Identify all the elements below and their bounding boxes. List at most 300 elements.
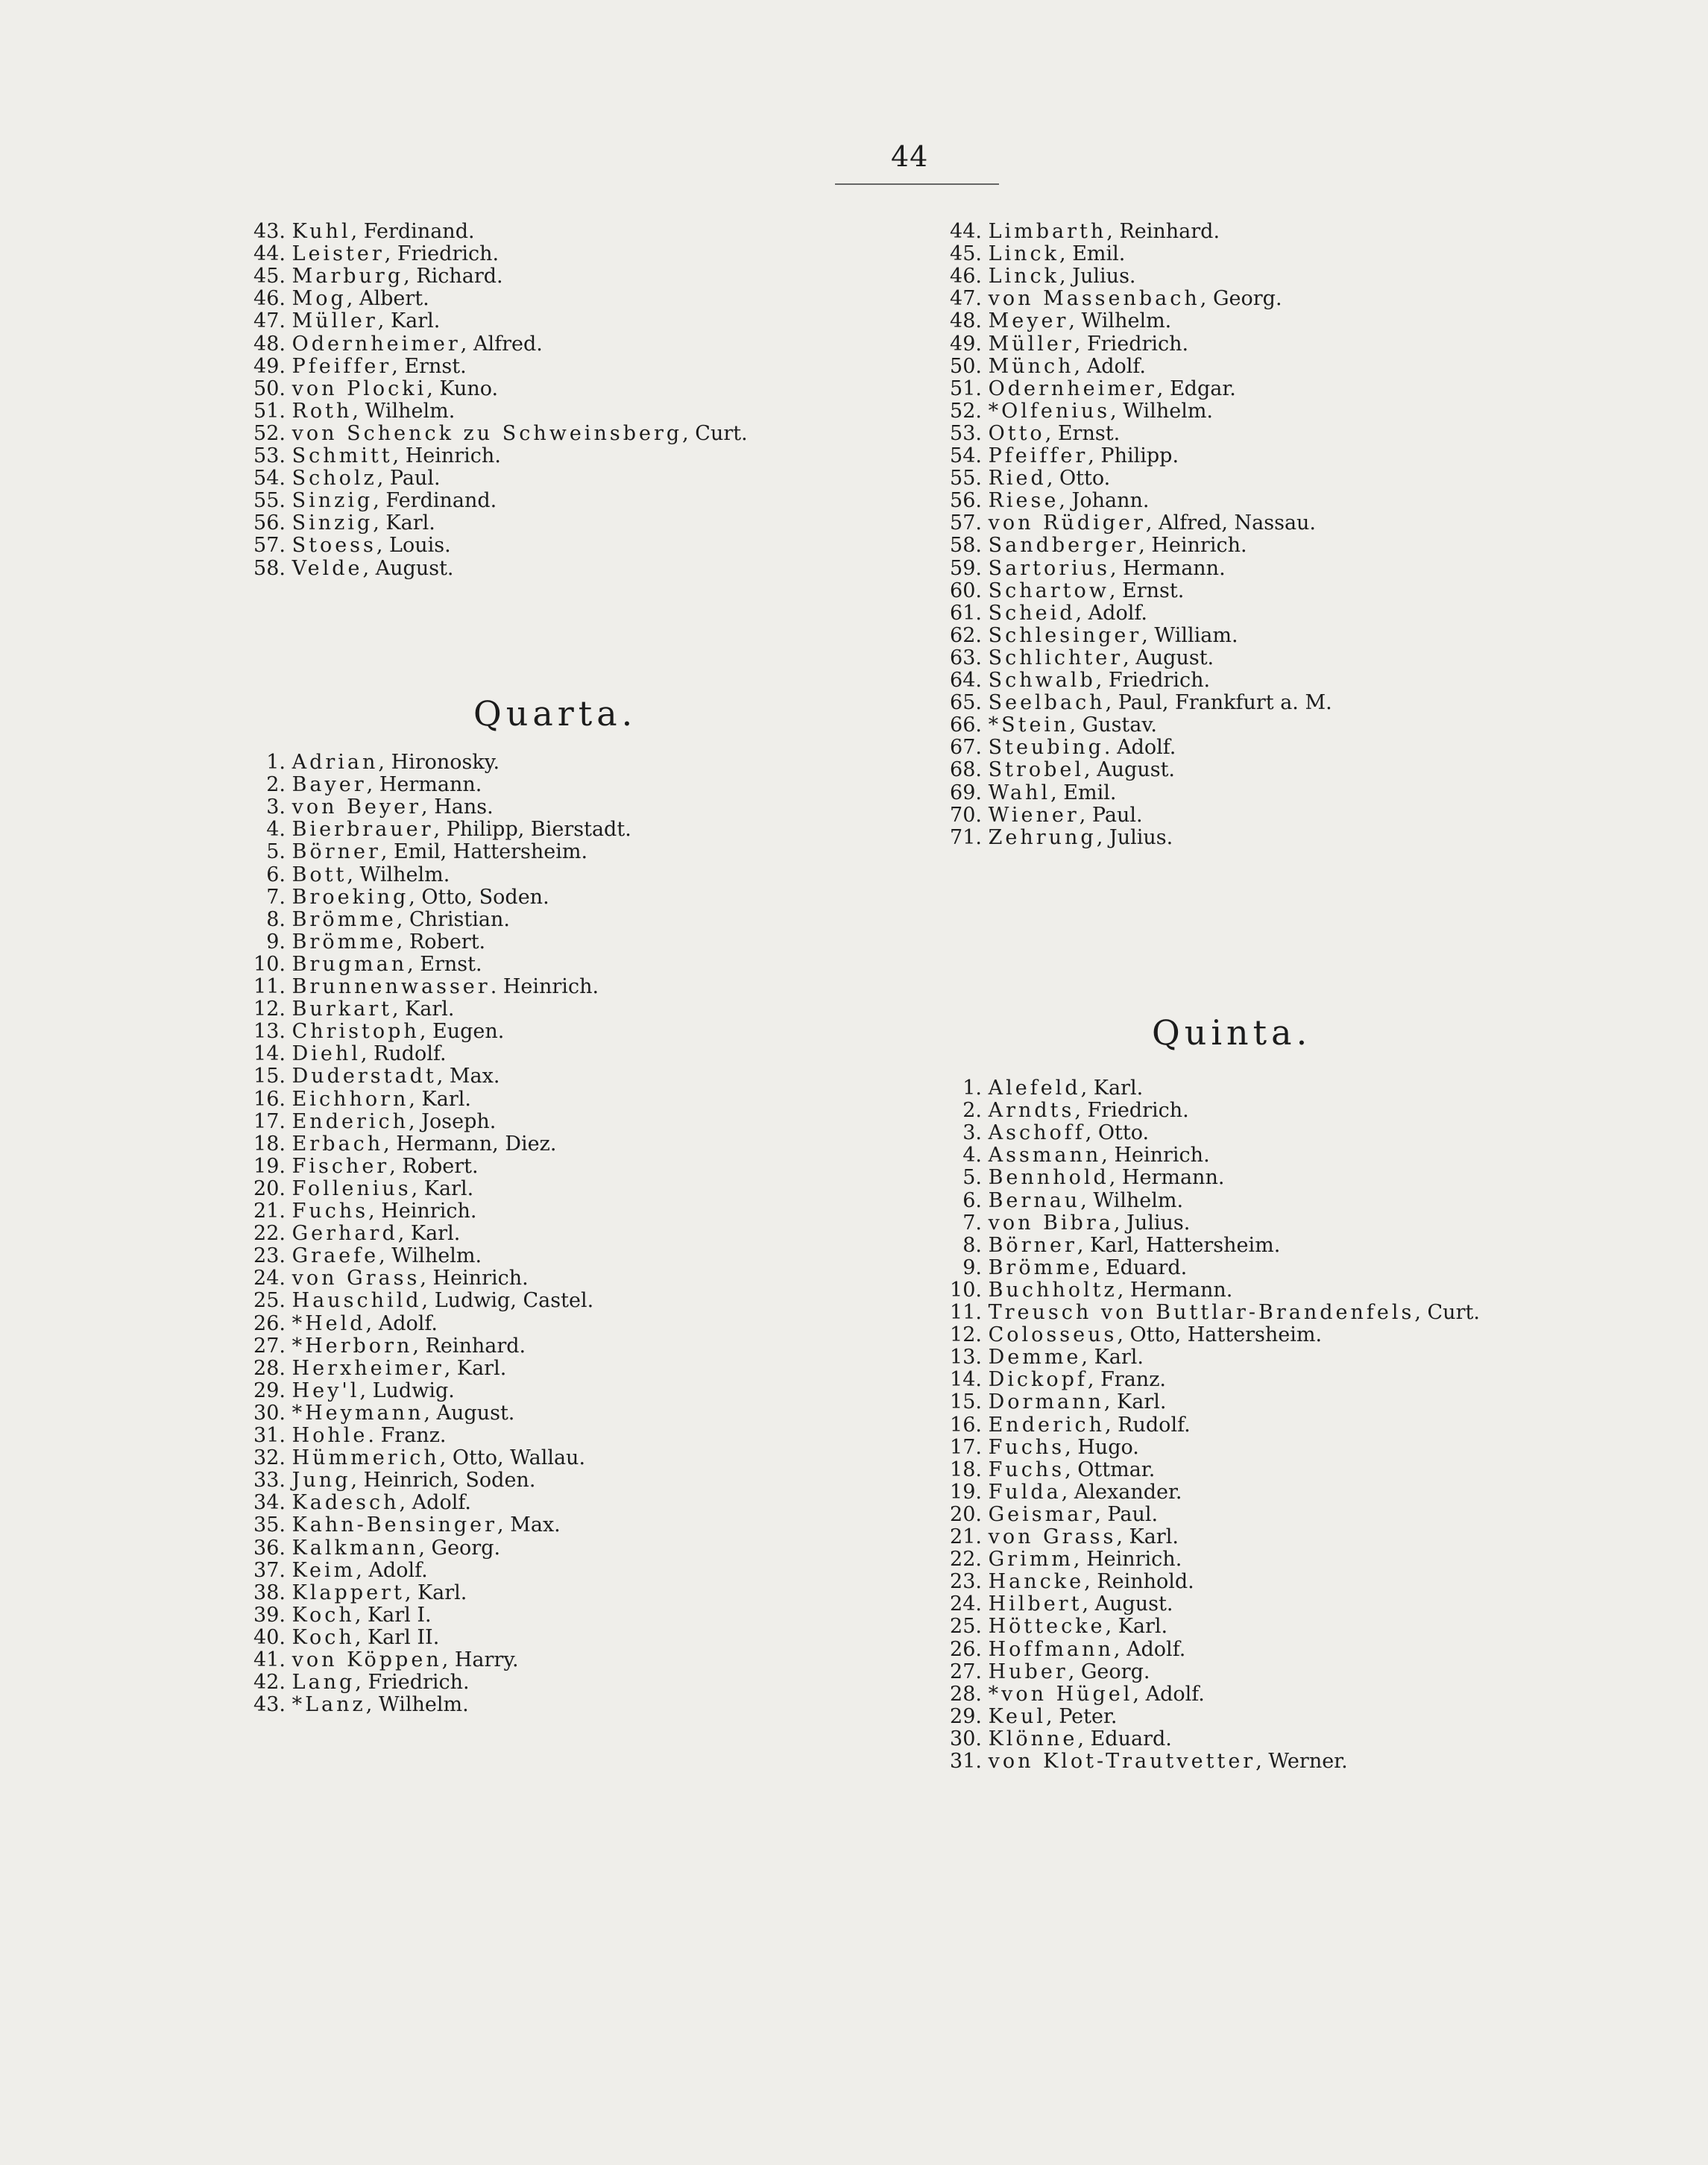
entry-surname: Ried (988, 467, 1047, 491)
entry-given-name: , Paul, Frankfurt a. M. (1105, 691, 1332, 715)
list-item (936, 714, 1157, 737)
entry-number: 54. (950, 444, 982, 467)
entry-number: 53. (253, 444, 286, 467)
entry-given-name: , Heinrich. (1101, 1144, 1210, 1167)
list-item (936, 333, 1188, 356)
list-item (242, 467, 441, 490)
list-item (936, 378, 1236, 400)
entry-number: 29. (253, 1378, 286, 1402)
entry-given-name: , Paul. (1079, 803, 1143, 827)
entry-number: 21. (253, 1200, 286, 1223)
entry-surname: Eichhorn (292, 1087, 409, 1111)
entry-surname: Fulda (988, 1480, 1062, 1504)
list-item (936, 1369, 1166, 1391)
entry-given-name: , Alfred, Nassau. (1145, 511, 1317, 535)
entry-given-name: , Hermann. (1109, 1166, 1225, 1190)
entry-number: 28. (950, 1682, 982, 1706)
entry-number: 20. (950, 1502, 982, 1526)
entry-given-name: , Christian. (396, 907, 510, 931)
list-item (242, 796, 494, 819)
entry-surname: Scholz (292, 467, 377, 491)
entry-surname: Bennhold (988, 1166, 1109, 1190)
entry-surname: Brugman (292, 952, 408, 976)
entry-surname: von Grass (292, 1267, 420, 1291)
entry-given-name: , Ernst. (407, 952, 482, 976)
entry-number: 17. (253, 1109, 286, 1133)
entry-number: 24. (950, 1592, 982, 1616)
entry-surname: Marburg (292, 265, 404, 289)
entry-number: 54. (253, 467, 286, 491)
list-item (936, 804, 1143, 827)
entry-number: 56. (253, 511, 286, 535)
entry-number: 18. (950, 1457, 982, 1481)
list-item (242, 819, 631, 841)
entry-surname: Buchholtz (988, 1278, 1118, 1302)
entry-given-name: , Max. (497, 1513, 561, 1537)
entry-number: 3. (266, 795, 286, 819)
entry-surname: Strobel (988, 758, 1084, 782)
entry-number: 18. (253, 1132, 286, 1156)
entry-surname: Christoph (292, 1020, 420, 1044)
entry-surname: Jung (292, 1469, 351, 1493)
list-item (936, 1548, 1182, 1571)
entry-surname: Odernheimer (988, 376, 1157, 400)
list-item (936, 467, 1110, 490)
entry-number: 48. (253, 332, 286, 356)
entry-surname: Leister (292, 242, 385, 266)
entry-surname: von Beyer (292, 795, 422, 819)
entry-given-name: , Adolf. (399, 1491, 471, 1515)
entry-number: 4. (266, 818, 286, 842)
entry-surname: Duderstadt (292, 1065, 437, 1088)
entry-surname: Höttecke (988, 1615, 1106, 1639)
list-item (936, 1683, 1205, 1706)
list-item (936, 602, 1147, 625)
entry-surname: Kalkmann (292, 1536, 419, 1560)
entry-surname: Enderich (988, 1413, 1106, 1437)
entry-surname: Münch (988, 354, 1074, 378)
entry-surname: *Herborn (292, 1334, 413, 1358)
entry-surname: Fuchs (988, 1435, 1065, 1459)
entry-given-name: , Curt. (682, 421, 748, 445)
entry-number: 17. (950, 1435, 982, 1459)
entry-surname: Hümmerich (292, 1446, 440, 1470)
entry-number: 5. (962, 1166, 982, 1190)
entry-number: 9. (266, 930, 286, 954)
entry-given-name: , Heinrich. (1138, 534, 1247, 558)
entry-number: 56. (950, 489, 982, 513)
entry-number: 37. (253, 1558, 286, 1582)
entry-number: 15. (950, 1390, 982, 1414)
list-item (242, 751, 500, 774)
list-item (242, 243, 499, 265)
entry-number: 52. (950, 399, 982, 423)
list-item (242, 1402, 514, 1425)
list-item (936, 1504, 1158, 1526)
list-item (936, 1459, 1155, 1481)
entry-number: 53. (950, 421, 982, 445)
entry-number: 19. (253, 1154, 286, 1178)
entry-given-name: , Emil, Hattersheim. (380, 840, 588, 864)
entry-number: 22. (253, 1222, 286, 1246)
entry-given-name: , Rudolf. (1105, 1413, 1191, 1437)
entry-number: 58. (253, 556, 286, 580)
entry-surname: Fischer (292, 1154, 390, 1178)
entry-given-name: , Eduard. (1092, 1255, 1188, 1279)
entry-number: 23. (253, 1244, 286, 1268)
entry-number: 26. (950, 1637, 982, 1661)
list-item (936, 1302, 1480, 1324)
entry-number: 16. (253, 1087, 286, 1111)
list-item (242, 1514, 561, 1537)
entry-given-name: , Karl. (1105, 1615, 1168, 1639)
entry-number: 27. (253, 1334, 286, 1358)
entry-number: 47. (950, 287, 982, 311)
list-item (242, 1156, 479, 1178)
entry-given-name: , Ernst. (391, 354, 467, 378)
list-item (242, 1313, 438, 1335)
entry-given-name: , Robert. (389, 1154, 479, 1178)
entry-surname: Brömme (988, 1255, 1093, 1279)
entry-surname: Schmitt (292, 444, 393, 467)
entry-given-name: , Karl. (373, 511, 435, 535)
list-item (242, 512, 435, 535)
entry-given-name: , Wilhelm. (347, 863, 450, 886)
list-item (242, 1627, 439, 1649)
entry-number: 36. (253, 1536, 286, 1560)
entry-given-name: , Curt. (1414, 1301, 1480, 1324)
list-item (242, 445, 501, 467)
list-item (936, 1257, 1187, 1279)
list-item (936, 1526, 1179, 1548)
entry-given-name: , Eugen. (419, 1020, 505, 1044)
entry-given-name: , August. (1084, 758, 1176, 782)
list-item (936, 1728, 1172, 1750)
list-item (242, 288, 429, 310)
entry-number: 42. (253, 1671, 286, 1695)
entry-given-name: , Karl. (1103, 1390, 1167, 1414)
entry-given-name: , Karl. (411, 1176, 474, 1200)
entry-number: 50. (253, 376, 286, 400)
entry-surname: Hohle (292, 1424, 368, 1447)
entry-number: 51. (950, 376, 982, 400)
entry-number: 1. (266, 751, 286, 774)
list-item (936, 265, 1136, 288)
entry-given-name: , Emil. (1050, 781, 1117, 804)
list-item (242, 1245, 482, 1267)
list-item (936, 535, 1247, 557)
entry-number: 23. (950, 1570, 982, 1594)
entry-given-name: , Friedrich. (1074, 332, 1189, 356)
entry-number: 3. (962, 1121, 982, 1145)
entry-given-name: , Adolf. (1132, 1682, 1205, 1706)
list-item (936, 1100, 1189, 1122)
entry-given-name: , Wilhelm. (365, 1693, 469, 1717)
entry-given-name: , Wilhelm. (1068, 309, 1172, 333)
entry-surname: von Schenck zu Schweinsberg (292, 421, 683, 445)
entry-given-name: , Hermann, Diez. (383, 1132, 557, 1156)
entry-surname: von Rüdiger (988, 511, 1146, 535)
list-item (242, 1537, 500, 1560)
entry-surname: Colosseus (988, 1323, 1118, 1347)
entry-surname: *Stein (988, 713, 1070, 737)
list-item (936, 1414, 1191, 1437)
entry-number: 33. (253, 1469, 286, 1493)
entry-surname: Sandberger (988, 534, 1139, 558)
entry-number: 32. (253, 1446, 286, 1470)
entry-number: 51. (253, 399, 286, 423)
list-item (936, 782, 1116, 804)
list-item (936, 1661, 1150, 1683)
entry-given-name: , Hermann. (1110, 556, 1226, 580)
entry-surname: Mog (292, 287, 347, 311)
entry-number: 65. (950, 691, 982, 715)
list-item (242, 1178, 473, 1200)
entry-number: 62. (950, 623, 982, 647)
entry-given-name: , Philipp, Bierstadt. (433, 818, 631, 842)
list-item (242, 333, 543, 356)
entry-given-name: , Max. (436, 1065, 500, 1088)
entry-surname: Klönne (988, 1727, 1078, 1750)
entry-number: 26. (253, 1311, 286, 1335)
entry-number: 38. (253, 1581, 286, 1604)
entry-given-name: , Ludwig. (359, 1378, 455, 1402)
list-item (242, 558, 454, 580)
list-item (242, 1447, 585, 1469)
entry-surname: Schlichter (988, 646, 1124, 669)
list-item (242, 1649, 519, 1671)
entry-number: 57. (950, 511, 982, 535)
list-item (242, 1358, 506, 1380)
entry-given-name: , Paul. (376, 467, 441, 491)
list-item (242, 535, 451, 557)
entry-given-name: , August. (362, 556, 454, 580)
list-item (242, 1604, 432, 1627)
entry-surname: Grimm (988, 1548, 1074, 1572)
entry-number: 71. (950, 825, 982, 849)
list-item (242, 774, 482, 796)
entry-number: 31. (253, 1424, 286, 1447)
list-item (242, 1425, 447, 1447)
entry-number: 45. (950, 242, 982, 266)
list-item (936, 1571, 1194, 1593)
list-item (242, 976, 599, 998)
entry-number: 67. (950, 736, 982, 760)
entry-surname: von Plocki (292, 376, 427, 400)
list-item (936, 580, 1184, 602)
entry-number: 8. (962, 1233, 982, 1257)
entry-surname: Gerhard (292, 1222, 398, 1246)
list-item (242, 265, 503, 288)
entry-surname: Pfeiffer (988, 444, 1088, 467)
entry-number: 25. (950, 1615, 982, 1639)
list-item (242, 864, 450, 886)
entry-given-name: , Karl. (391, 998, 455, 1021)
entry-number: 45. (253, 265, 286, 289)
entry-given-name: , Otto, Soden. (409, 885, 549, 909)
entry-given-name: , Louis. (376, 534, 451, 558)
entry-surname: Aschoff (988, 1121, 1085, 1145)
entry-surname: *Lanz (292, 1693, 366, 1717)
list-item (936, 1324, 1322, 1346)
entry-given-name: , William. (1141, 623, 1238, 647)
list-item (242, 1065, 500, 1088)
entry-given-name: , Karl I. (354, 1603, 432, 1627)
entry-number: 7. (962, 1211, 982, 1235)
entry-number: 39. (253, 1603, 286, 1627)
entry-given-name: , Karl. (1081, 1346, 1144, 1370)
entry-given-name: , Emil. (1059, 242, 1126, 266)
entry-number: 55. (950, 467, 982, 491)
list-item (936, 1616, 1167, 1638)
entry-number: 6. (962, 1188, 982, 1212)
entry-given-name: , Adolf. (365, 1311, 438, 1335)
entry-number: 34. (253, 1491, 286, 1515)
list-item (242, 490, 497, 512)
entry-number: 43. (253, 1693, 286, 1717)
entry-surname: Scheid (988, 601, 1076, 625)
list-item (936, 1639, 1185, 1661)
list-item (242, 1335, 526, 1358)
entry-surname: Klappert (292, 1581, 405, 1604)
list-item (936, 1212, 1190, 1235)
entry-surname: Brömme (292, 907, 397, 931)
entry-number: 11. (253, 975, 286, 998)
entry-given-name: , August. (423, 1401, 515, 1425)
list-item (242, 1200, 476, 1223)
entry-number: 10. (950, 1278, 982, 1302)
entry-given-name: , Julius. (1113, 1211, 1191, 1235)
entry-given-name: , Wilhelm. (1110, 399, 1214, 423)
entry-given-name: . Heinrich. (490, 975, 599, 998)
entry-number: 10. (253, 952, 286, 976)
entry-given-name: , Karl. (409, 1087, 471, 1111)
list-item (936, 221, 1220, 243)
entry-given-name: , Otto. (1046, 467, 1111, 491)
list-item (242, 1492, 471, 1514)
list-item (936, 1122, 1149, 1144)
list-item (936, 827, 1173, 849)
entry-number: 69. (950, 781, 982, 804)
entry-number: 30. (950, 1727, 982, 1750)
list-item (936, 625, 1238, 647)
entry-given-name: , Karl. (444, 1356, 507, 1380)
entry-number: 58. (950, 534, 982, 558)
entry-surname: Hancke (988, 1570, 1085, 1594)
list-item (242, 378, 498, 400)
entry-given-name: , Karl II. (354, 1625, 440, 1649)
entry-number: 4. (962, 1144, 982, 1167)
list-item (242, 1133, 556, 1156)
quinta-heading: Quinta. (1152, 1012, 1312, 1053)
entry-surname: Erbach (292, 1132, 384, 1156)
entry-surname: Demme (988, 1346, 1082, 1370)
entry-given-name: , Adolf. (1075, 601, 1147, 625)
list-item (936, 1144, 1210, 1167)
entry-number: 28. (253, 1356, 286, 1380)
entry-given-name: , Ernst. (1109, 579, 1185, 602)
entry-surname: von Massenbach (988, 287, 1200, 311)
list-item (936, 288, 1282, 310)
entry-surname: Hoffmann (988, 1637, 1114, 1661)
entry-number: 13. (253, 1020, 286, 1044)
entry-surname: Roth (292, 399, 353, 423)
entry-given-name: , Otto, Wallau. (439, 1446, 586, 1470)
entry-number: 57. (253, 534, 286, 558)
entry-given-name: , Hironosky. (378, 751, 500, 774)
list-item (242, 1671, 470, 1694)
list-item (242, 310, 440, 333)
list-item (242, 886, 549, 909)
entry-surname: Koch (292, 1625, 355, 1649)
entry-surname: Börner (292, 840, 381, 864)
entry-surname: Broeking (292, 885, 409, 909)
list-item (242, 909, 510, 931)
entry-given-name: , Reinhard. (1106, 220, 1220, 243)
header-rule (835, 183, 999, 185)
entry-number: 59. (950, 556, 982, 580)
entry-surname: Diehl (292, 1042, 361, 1066)
entry-given-name: , Karl. (404, 1581, 467, 1604)
entry-number: 15. (253, 1065, 286, 1088)
entry-given-name: , Wilhelm. (379, 1244, 482, 1268)
entry-surname: Müller (988, 332, 1074, 356)
entry-surname: Linck (988, 265, 1060, 289)
entry-number: 50. (950, 354, 982, 378)
entry-surname: von Köppen (292, 1648, 442, 1671)
entry-number: 48. (950, 309, 982, 333)
list-item (242, 356, 467, 378)
entry-number: 29. (950, 1704, 982, 1728)
list-item (936, 1391, 1166, 1414)
entry-surname: Schartow (988, 579, 1109, 602)
entry-given-name: , Edgar. (1156, 376, 1236, 400)
entry-surname: Hey'l (292, 1378, 360, 1402)
entry-given-name: , Georg. (1068, 1660, 1150, 1683)
entry-given-name: , Julius. (1096, 825, 1173, 849)
entry-surname: Bierbrauer (292, 818, 434, 842)
entry-surname: *Heymann (292, 1401, 424, 1425)
entry-given-name: , Karl. (377, 309, 441, 333)
list-item (936, 512, 1316, 535)
entry-surname: Steubing (988, 736, 1104, 760)
entry-surname: Kadesch (292, 1491, 400, 1515)
entry-surname: Graefe (292, 1244, 379, 1268)
list-item (936, 1481, 1182, 1504)
list-item (936, 400, 1213, 423)
entry-surname: Seelbach (988, 691, 1106, 715)
list-item (936, 1593, 1173, 1616)
list-item (936, 1706, 1118, 1728)
list-item (242, 1043, 447, 1065)
list-item (242, 1469, 535, 1492)
entry-number: 6. (266, 863, 286, 886)
entry-given-name: , Ottmar. (1065, 1457, 1156, 1481)
entry-number: 46. (950, 265, 982, 289)
entry-number: 61. (950, 601, 982, 625)
entry-number: 43. (253, 220, 286, 243)
entry-given-name: , Friedrich. (384, 242, 500, 266)
entry-surname: Zehrung (988, 825, 1097, 849)
list-item (936, 737, 1176, 759)
list-item (936, 1750, 1348, 1773)
entry-number: 31. (950, 1750, 982, 1773)
list-item (242, 221, 475, 243)
entry-given-name: , Karl. (1116, 1525, 1179, 1548)
entry-given-name: , Alfred. (460, 332, 543, 356)
list-item (936, 1190, 1183, 1212)
list-item (936, 1279, 1232, 1302)
